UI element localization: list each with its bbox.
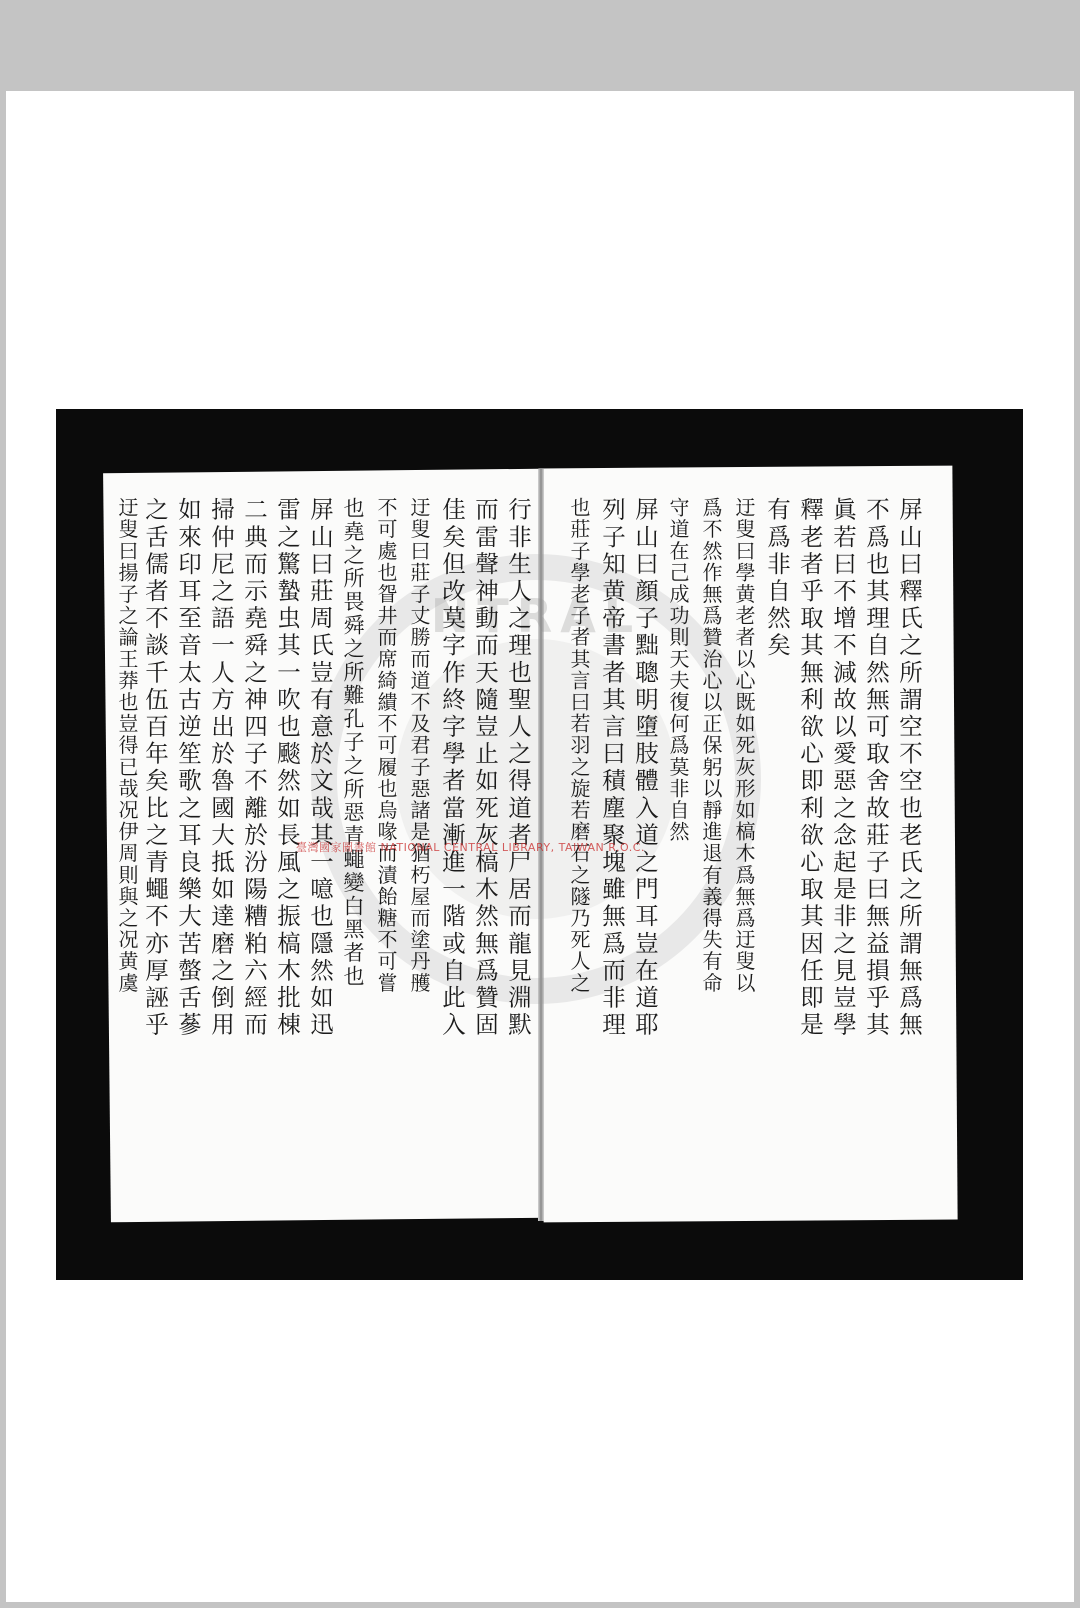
scanned-book-image	[56, 409, 1023, 1280]
library-watermark-text: 臺灣國家圖書館 NATIONAL CENTRAL LIBRARY, TAIWAN R.O.C.	[296, 841, 645, 854]
text-column: 不可處也眢井而席綺繢不可履也烏喙而漬飴糖不可嘗	[374, 497, 398, 994]
text-column: 二典而示堯舜之神四子不離於汾陽糟粕六經而	[240, 497, 268, 1039]
text-column: 如來印耳至音太古逆笙歌之耳良樂大苦螫舌蔘	[174, 497, 202, 1039]
seal-lettering: NTRAL	[430, 589, 642, 643]
text-column: 也堯之所畏舜之所難孔子之所惡青蠅變白黑者也	[341, 497, 365, 989]
text-column: 釋老者乎取其無利欲心即利欲心取其因任即是	[796, 497, 824, 1039]
text-column: 掃仲尼之語一人方出於魯國大抵如達磨之倒用	[207, 497, 235, 1039]
text-column: 有爲非自然矣	[763, 497, 791, 660]
text-column: 也莊子學老子者其言曰若羽之旋若磨石之隧乃死人之	[567, 497, 591, 994]
text-column: 眞若曰不增不減故以愛惡之念起是非之見豈學	[829, 497, 857, 1039]
text-column: 守道在己成功則天夫復何爲莫非自然	[666, 497, 690, 843]
text-column: 迂叟曰揚子之論王莽也豈得已哉况伊周則與之况黄虞	[115, 497, 139, 994]
text-column: 不爲也其理自然無可取舍故莊子曰無益損乎其	[862, 497, 890, 1039]
text-column: 行非生人之理也聖人之得道者尸居而龍見淵默	[504, 497, 532, 1039]
text-column: 屏山曰釋氏之所謂空不空也老氏之所謂無爲無	[895, 497, 923, 1039]
text-column: 迂叟曰莊子丈勝而道不及君子惡諸是猶朽屋而塗丹雘	[407, 497, 431, 994]
text-column: 之舌儒者不談千伍百年矣比之青蠅不亦厚誣乎	[141, 497, 169, 1039]
text-column: 屏山曰顔子黜聰明墮肢體入道之門耳豈在道耶	[631, 497, 659, 1039]
text-column: 而雷聲神動而天隨豈止如死灰槁木然無爲贊固	[471, 497, 499, 1039]
document-viewer	[6, 91, 1074, 1602]
text-column: 列子知黄帝書者其言曰積塵聚塊雖無爲而非理	[598, 497, 626, 1039]
text-column: 屏山曰莊周氏豈有意於文哉其一噫也隱然如迅	[306, 497, 334, 1039]
book-gutter	[538, 469, 544, 1221]
text-column: 迂叟曰學黄老者以心既如死灰形如槁木爲無爲迂叟以	[732, 497, 756, 994]
text-column: 雷之驚蟄虫其一吹也颷然如長風之振槁木批棟	[273, 497, 301, 1039]
text-column: 佳矣但改莫字作終字學者當漸進一階或自此入	[438, 497, 466, 1039]
text-column: 爲不然作無爲贊治心以正保躬以靜進退有義得失有命	[699, 497, 723, 994]
